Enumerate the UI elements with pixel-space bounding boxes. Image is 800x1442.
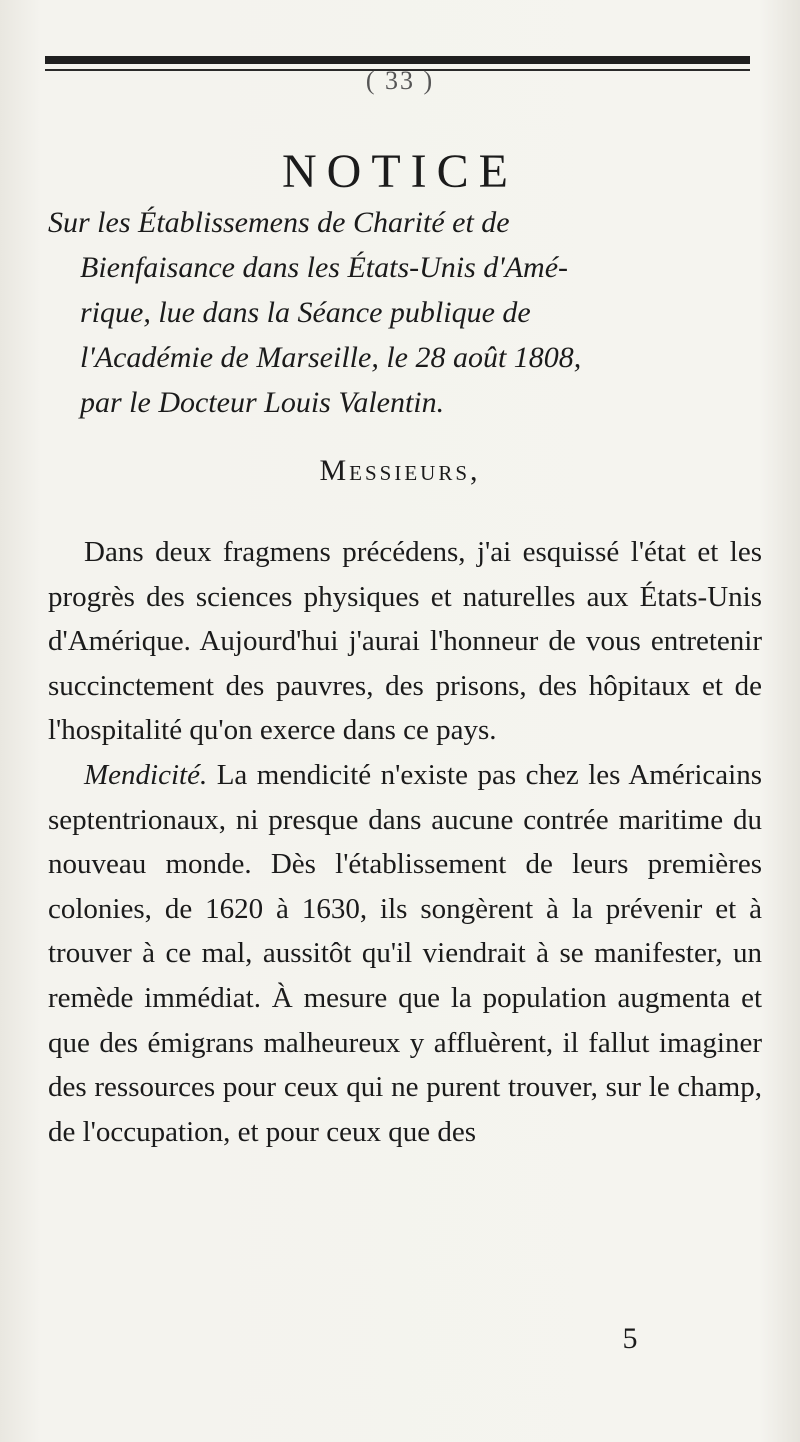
subtitle [48,200,758,425]
body-text [48,530,762,1154]
subtitle-line: Bienfaisance dans les États-Unis d'Amé- [80,251,568,284]
paragraph [48,753,762,1154]
page-title: NOTICE [282,145,518,199]
subtitle-line: rique, lue dans la Séance publique de [80,296,531,329]
subtitle-line: par le Docteur Louis Valentin. [80,386,445,419]
header-rule-thick [45,56,750,64]
salutation: Messieurs, [319,454,481,487]
paragraph: Dans deux fragmens précédens, j'ai esquissé l'état et les progrès des sciences physiques et naturelles aux États-Unis d'Amérique. Aujourd'hui j'aurai l'honneur de vous entretenir succinctement des pauvres, des prisons, des hôpitaux et de l'hospitalité qu'on exerce dans ce pays. [48,536,762,747]
page-number: ( 33 ) [365,66,435,95]
paragraph-text: La mendicité n'existe pas chez les Américains septentrionaux, ni presque dans aucune contrée maritime du nouveau monde. Dès l'établissement de leurs premières colonies, de 1620 à 1630, ils songèrent à la prévenir et à trouver à ce mal, aussitôt qu'il viendrait à se manifester, un remède immédiat. À mesure que la population augmenta et que des émigrans malheureux y affluèrent, il fallut imaginer des ressources pour ceux qui ne purent trouver, sur le champ, de l'occupation, et pour ceux que des [48,758,763,1148]
subtitle-line: l'Académie de Marseille, le 28 août 1808, [80,341,582,374]
subtitle-line: Sur les Établissemens de Charité et de [48,206,510,239]
signature-mark: 5 [622,1322,638,1355]
section-term: Mendicité. [84,758,208,791]
